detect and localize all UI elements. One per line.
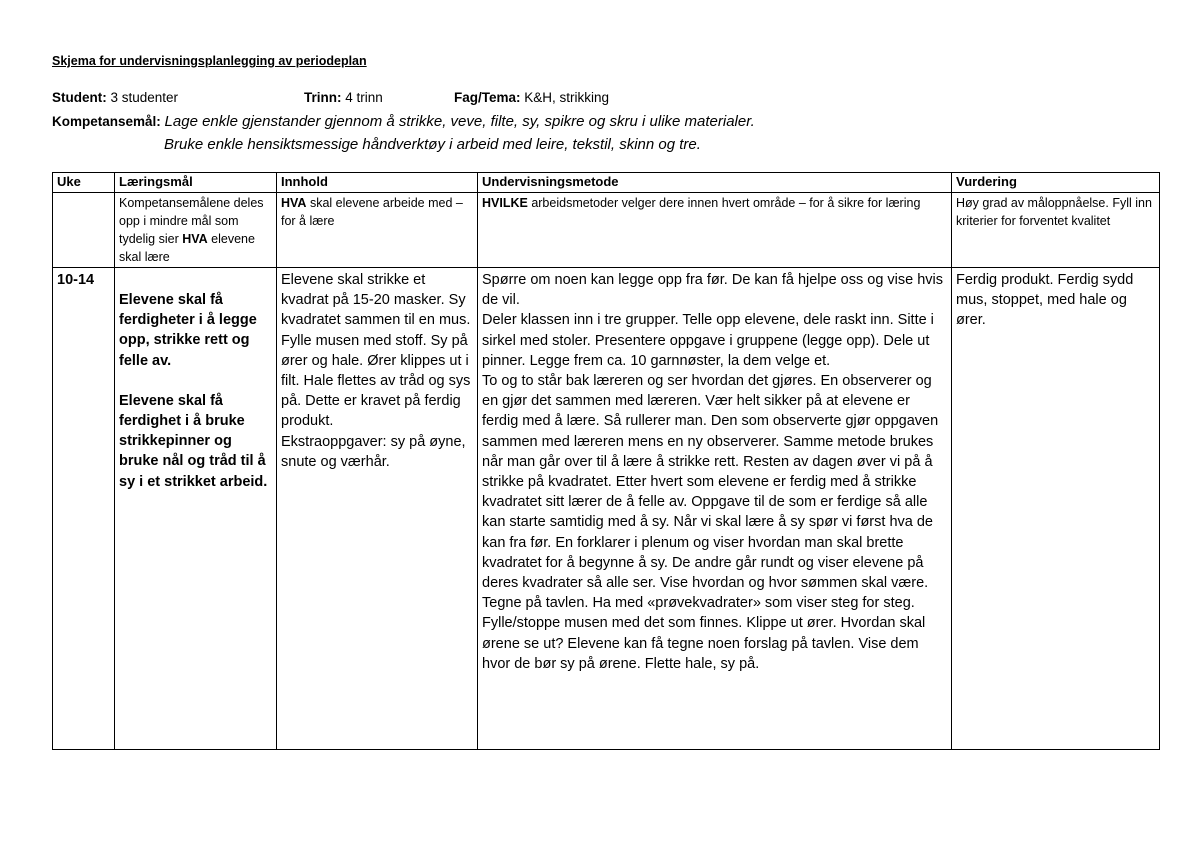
header-innhold: Innhold	[277, 173, 478, 193]
trinn-field	[304, 90, 383, 105]
trinn-label: Trinn:	[304, 90, 342, 105]
fag-value: K&H, strikking	[520, 90, 610, 105]
trinn-value: 4 trinn	[341, 90, 383, 105]
guidance-metode: HVILKE arbeidsmetoder velger dere innen hvert område – for å sikre for læring	[478, 193, 952, 268]
fag-field	[454, 90, 609, 105]
row-metode	[478, 268, 952, 750]
laeringsmal-goal-1: Elevene skal få ferdigheter i å legge opp, strikke rett og felle av.	[119, 292, 257, 369]
metode-para-3: To og to står bak læreren og ser hvordan det gjøres. En observerer og en gjør det sammen med læreren. Vær helt sikker på at elevene er ferdig med å lære. Så rullerer man. Den som observerte gjør oppgaven sammen med læreren mens en ny observerer. Samme metode brukes når man går over til å lære å strikke rett. Resten av dagen øver vi på å strikke på kvadratet. Etter hvert som elevene er ferdig med å strikke kvadratet sitt lærer de å felle av. Oppgave til de som er ferdige så alle kan starte samtidig med å sy. Når vi skal lære å sy spør vi først hva de kan fra før. En forklarer i plenum og viser hvordan man skal brette kvadratet for å begynne å sy. De andre går rundt og viser elevene på deres kvadrater så alle ser. Vise hvordan og hvor sømmen skal være. Tegne på tavlen. Ha med «prøvekvadrater» som viser steg for steg. Fylle/stoppe musen med det som finnes. Klippe ut ører. Hvordan skal ørene se ut? Elevene kan få tegne noen forslag på tavlen. Vise dem hvor de bør sy på ørene. Flette hale, sy på.	[482, 373, 939, 672]
innhold-text: Elevene skal strikke et kvadrat på 15-20 masker. Sy kvadratet sammen til en mus. Fylle musen med stoff. Sy på ører og hale. Ører klippes ut i filt. Hale flettes av tråd og sys på. Dette er kravet på ferdig produkt.	[281, 272, 471, 430]
metode-para-2: Deler klassen inn i tre grupper. Telle opp elevene, dele raskt inn. Sitte i sirkel med stoler. Presentere oppgave i gruppene (legge opp). Dele ut pinner. Legge frem ca. 10 garnnøster, la dem velge et.	[482, 312, 934, 369]
student-value: 3 studenter	[106, 90, 179, 105]
header-vurdering: Vurdering	[952, 173, 1160, 193]
header-laeringsmal: Læringsmål	[115, 173, 277, 193]
table-header-row	[53, 173, 1160, 193]
guidance-vurdering: Høy grad av måloppnåelse. Fyll inn kriterier for forventet kvalitet	[952, 193, 1160, 268]
metode-para-1: Spørre om noen kan legge opp fra før. De kan få hjelpe oss og vise hvis de vil.	[482, 272, 944, 309]
guidance-laeringsmal: Kompetansemålene deles opp i mindre mål som tydelig sier HVA elevene skal lære	[115, 193, 277, 268]
kompetansemal-line1	[52, 113, 755, 130]
table-row	[53, 268, 1160, 750]
guidance-innhold: HVA skal elevene arbeide med –for å lære	[277, 193, 478, 268]
laeringsmal-goal-2: Elevene skal få ferdighet i å bruke strikkepinner og bruke nål og tråd til å sy i et strikket arbeid.	[119, 392, 268, 490]
document-title: Skjema for undervisningsplanlegging av periodeplan	[52, 54, 367, 68]
header-uke: Uke	[53, 173, 115, 193]
row-vurdering: Ferdig produkt. Ferdig sydd mus, stoppet, med hale og ører.	[952, 268, 1160, 750]
guidance-uke	[53, 193, 115, 268]
kompetansemal-text-1: Lage enkle gjenstander gjennom å strikke, veve, filte, sy, spikre og skru i ulike materialer.	[164, 113, 755, 130]
student-label: Student:	[52, 90, 107, 105]
row-uke: 10-14	[53, 268, 115, 750]
row-innhold	[277, 268, 478, 750]
header-undervisningsmetode: Undervisningsmetode	[478, 173, 952, 193]
table-guidance-row	[53, 193, 1160, 268]
kompetansemal-text-2: Bruke enkle hensiktsmessige håndverktøy i arbeid med leire, tekstil, skinn og tre.	[164, 136, 701, 153]
kompetansemal-label: Kompetansemål:	[52, 114, 161, 129]
student-field	[52, 90, 178, 105]
fag-label: Fag/Tema:	[454, 90, 521, 105]
row-laeringsmal	[115, 268, 277, 750]
innhold-extra: Ekstraoppgaver: sy på øyne, snute og værhår.	[281, 433, 466, 470]
plan-table	[52, 172, 1160, 750]
